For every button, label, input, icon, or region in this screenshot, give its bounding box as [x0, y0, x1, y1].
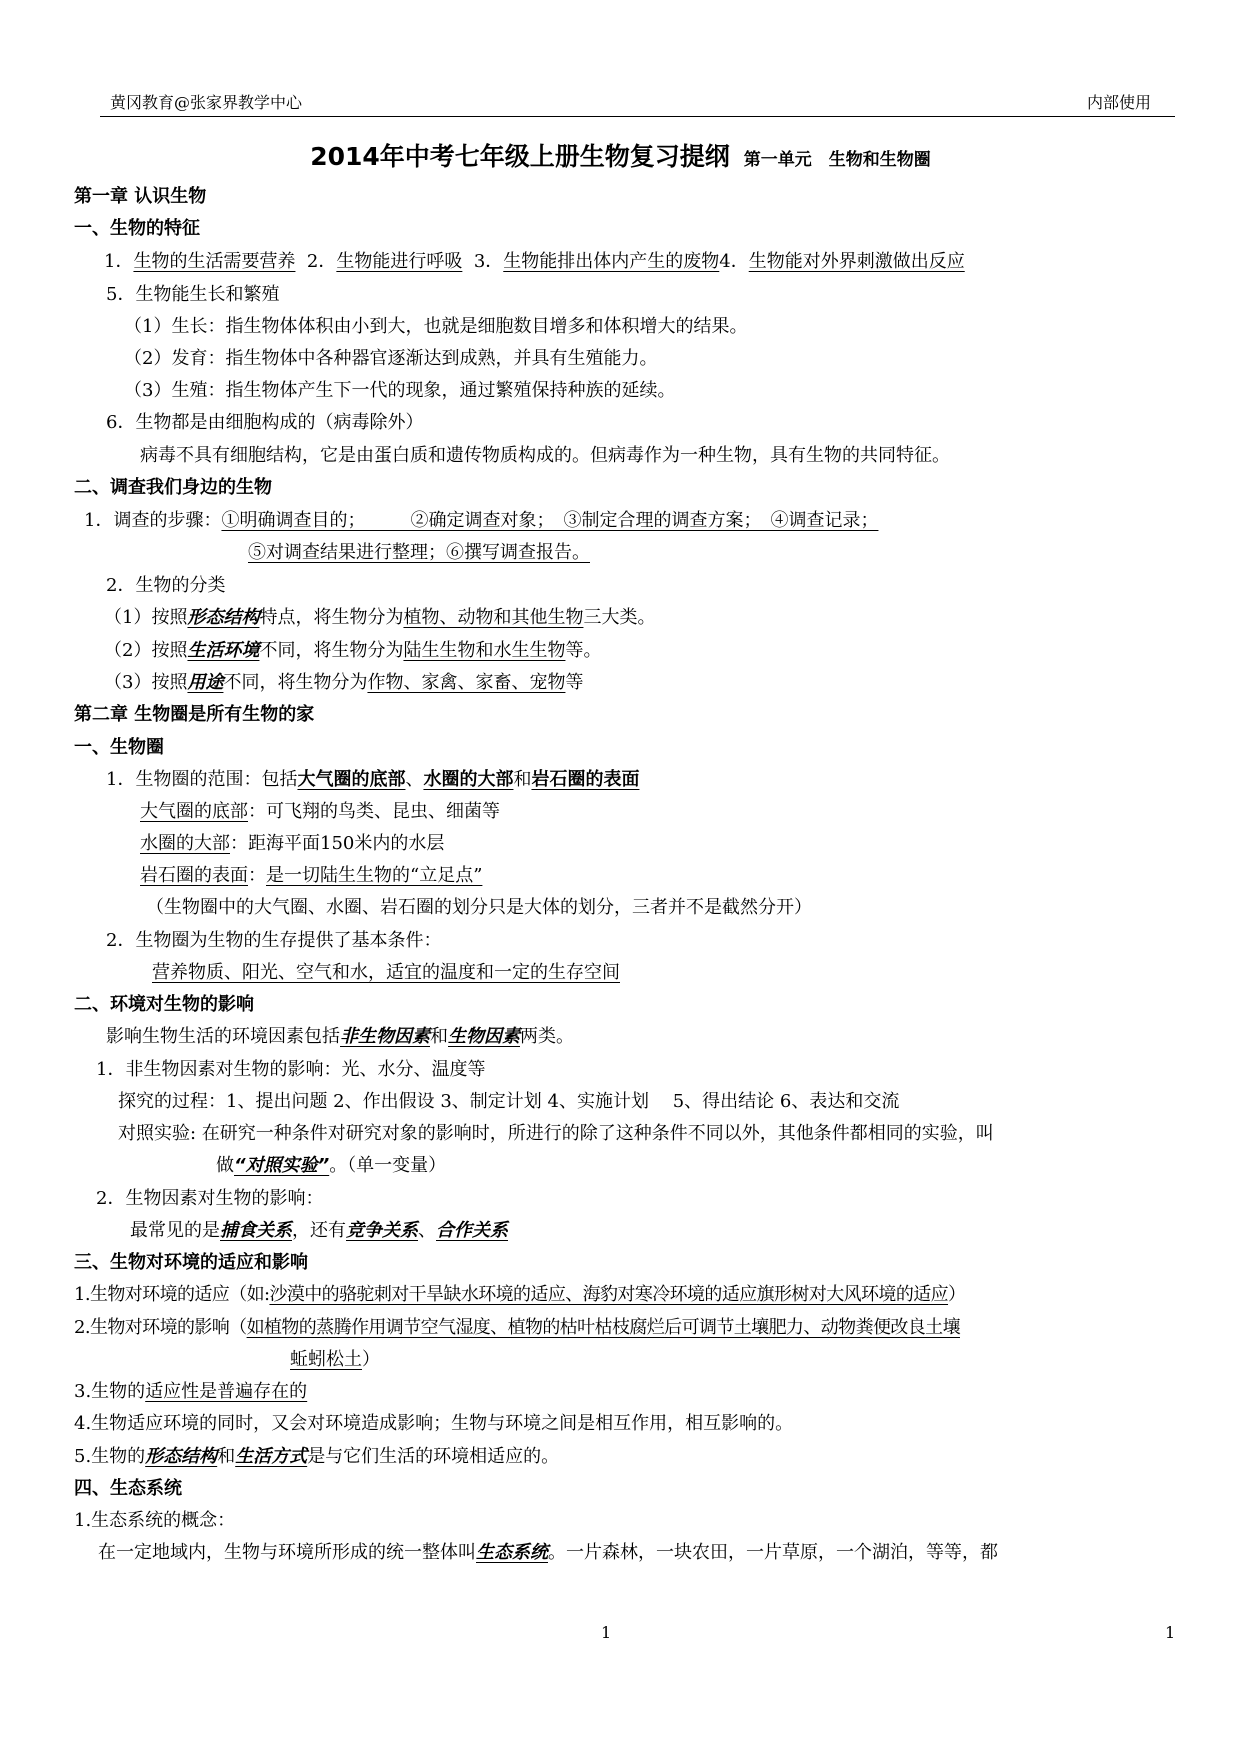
- text-line: 在一定地域内，生物与环境所形成的统一整体叫生态系统。一片森林，一块农田，一片草原，一个湖泊，等等，都: [98, 1542, 998, 1563]
- section-heading: 一、生物的特征: [74, 218, 200, 239]
- title-sub: 第一单元 生物和生物圈: [743, 150, 931, 170]
- text-line: （生物圈中的大气圈、水圈、岩石圈的划分只是大体的划分，三者并不是截然分开）: [146, 897, 812, 918]
- text-line: （3）按照用途不同，将生物分为作物、家禽、家畜、宠物等: [104, 672, 584, 693]
- text-line: 最常见的是捕食关系，还有竞争关系、合作关系: [130, 1220, 508, 1241]
- title-main: 2014年中考七年级上册生物复习提纲: [310, 142, 730, 171]
- text-line: 1.生物对环境的适应（如:沙漠中的骆驼刺对干旱缺水环境的适应、海豹对寒冷环境的适应旗形树对大风环境的适应）: [74, 1284, 966, 1305]
- text-line: 2.生物对环境的影响（如植物的蒸腾作用调节空气湿度、植物的枯叶枯枝腐烂后可调节土壤肥力、动物粪便改良土壤: [74, 1317, 960, 1338]
- text-line: 影响生物生活的环境因素包括非生物因素和生物因素两类。: [106, 1026, 574, 1047]
- text-line: 5.生物的形态结构和生活方式是与它们生活的环境相适应的。: [74, 1446, 560, 1467]
- text-line: 对照实验: 在研究一种条件对研究对象的影响时，所进行的除了这种条件不同以外，其他条件都相同的实验，叫: [118, 1123, 994, 1144]
- page-number-center: 1: [601, 1623, 612, 1642]
- chapter-heading: 第二章 生物圈是所有生物的家: [74, 704, 315, 725]
- chapter-heading: 第一章 认识生物: [74, 186, 207, 207]
- header-right: 内部使用: [1086, 93, 1151, 112]
- section-heading: 一、生物圈: [74, 737, 164, 758]
- text-line: （1）按照形态结构特点，将生物分为植物、动物和其他生物三大类。: [104, 607, 656, 628]
- text-line: 1．生物的生活需要营养 2．生物能进行呼吸 3．生物能排出体内产生的废物4．生物能对外界刺激做出反应: [104, 251, 965, 272]
- text-line: （1）生长：指生物体体积由小到大，也就是细胞数目增多和体积增大的结果。: [124, 316, 748, 337]
- text-line: 大气圈的底部：可飞翔的鸟类、昆虫、细菌等: [140, 801, 500, 822]
- text-line: 病毒不具有细胞结构，它是由蛋白质和遗传物质构成的。但病毒作为一种生物，具有生物的共同特征。: [140, 445, 950, 466]
- text-line: 2．生物因素对生物的影响：: [96, 1188, 324, 1209]
- header-rule: [100, 116, 1175, 117]
- text-line: 1．生物圈的范围：包括大气圈的底部、水圈的大部和岩石圈的表面: [106, 769, 640, 790]
- section-heading: 二、环境对生物的影响: [74, 994, 254, 1015]
- text-line: （3）生殖：指生物体产生下一代的现象，通过繁殖保持种族的延续。: [124, 380, 676, 401]
- text-line: 水圈的大部：距海平面150米内的水层: [140, 833, 445, 854]
- text-line: （2）按照生活环境不同，将生物分为陆生生物和水生生物等。: [104, 640, 602, 661]
- text-line: 2．生物圈为生物的生存提供了基本条件：: [106, 930, 442, 951]
- text-line: 3.生物的适应性是普遍存在的: [74, 1381, 308, 1402]
- text-line: 1．非生物因素对生物的影响：光、水分、温度等: [96, 1059, 486, 1080]
- text-line: 2．生物的分类: [106, 575, 226, 596]
- section-heading: 四、生态系统: [74, 1478, 182, 1499]
- text-line: 5．生物能生长和繁殖: [106, 284, 280, 305]
- section-heading: 二、调查我们身边的生物: [74, 477, 272, 498]
- text-line: 做“对照实验”。（单一变量）: [216, 1155, 447, 1176]
- text-line: 岩石圈的表面：是一切陆生生物的“立足点”: [140, 865, 483, 886]
- text-line: 1．调查的步骤：①明确调查目的； ②确定调查对象； ③制定合理的调查方案； ④调查记录；: [84, 510, 879, 531]
- text-line: ⑤对调查结果进行整理；⑥撰写调查报告。: [248, 542, 590, 563]
- text-line: 1.生态系统的概念：: [74, 1510, 236, 1531]
- section-heading: 三、生物对环境的适应和影响: [74, 1252, 308, 1273]
- text-line: 营养物质、阳光、空气和水，适宜的温度和一定的生存空间: [152, 962, 620, 983]
- text-line: 探究的过程：1、提出问题 2、作出假设 3、制定计划 4、实施计划 5、得出结论 6、表达和交流: [118, 1091, 900, 1112]
- page-number-right: 1: [1165, 1623, 1176, 1642]
- page-title: [0, 137, 1241, 173]
- text-line: （2）发育：指生物体中各种器官逐渐达到成熟，并具有生殖能力。: [124, 348, 658, 369]
- text-line: 4.生物适应环境的同时，又会对环境造成影响；生物与环境之间是相互作用，相互影响的。: [74, 1413, 794, 1434]
- header-left: 黄冈教育@张家界教学中心: [110, 93, 303, 112]
- text-line: 蚯蚓松土）: [290, 1349, 380, 1370]
- text-line: 6．生物都是由细胞构成的（病毒除外）: [106, 412, 424, 433]
